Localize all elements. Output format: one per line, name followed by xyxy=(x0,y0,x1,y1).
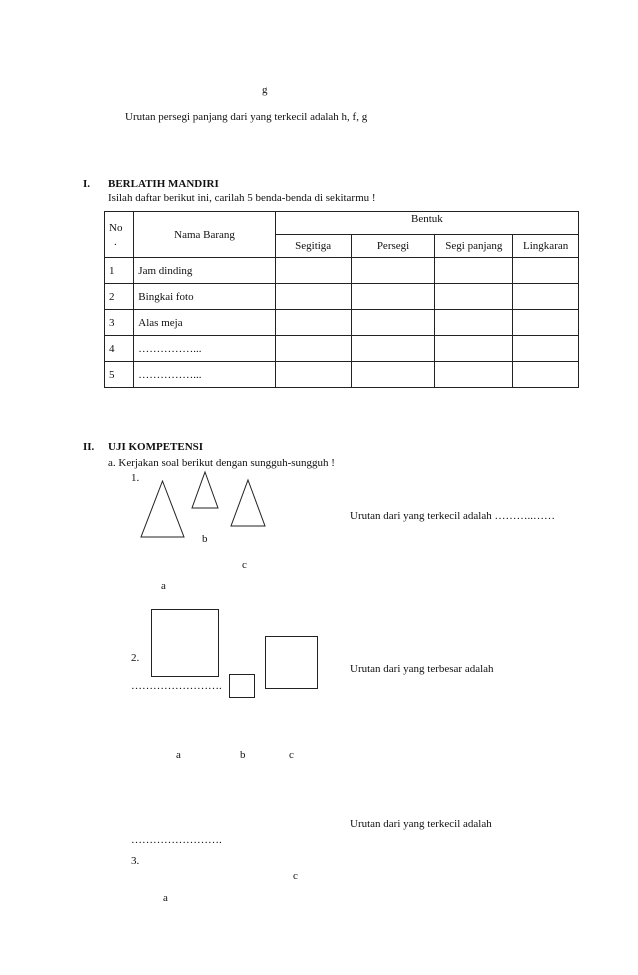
subheader-segitiga: Segitiga xyxy=(275,235,351,258)
table-row xyxy=(105,284,579,310)
row-no: 2 xyxy=(105,284,134,310)
q2-label-b: b xyxy=(240,749,246,761)
cell-segi-panjang[interactable] xyxy=(435,258,513,284)
header-nama: Nama Barang xyxy=(134,212,275,258)
cell-segi-panjang[interactable] xyxy=(435,284,513,310)
table-row xyxy=(105,258,579,284)
row-nama: Alas meja xyxy=(134,310,275,336)
intro-sentence: Urutan persegi panjang dari yang terkecil adalah h, f, g xyxy=(125,111,368,123)
subheader-segi-panjang: Segi panjang xyxy=(435,235,513,258)
triangle-c-icon xyxy=(230,479,266,527)
section2-sub-a: a. Kerjakan soal berikut dengan sungguh-sungguh ! xyxy=(108,457,335,469)
cell-segi-panjang[interactable] xyxy=(435,362,513,388)
cell-segi-panjang[interactable] xyxy=(435,310,513,336)
q1-number: 1. xyxy=(131,472,140,484)
triangle-a-icon xyxy=(140,480,185,538)
cell-persegi[interactable] xyxy=(351,362,435,388)
table-row xyxy=(105,310,579,336)
q2-number: 2. xyxy=(131,652,140,664)
row-nama: Bingkai foto xyxy=(134,284,275,310)
cell-persegi[interactable] xyxy=(351,336,435,362)
subheader-persegi: Persegi xyxy=(351,235,435,258)
cell-lingkaran[interactable] xyxy=(513,258,579,284)
header-no-dot: . xyxy=(114,235,117,248)
row-no: 4 xyxy=(105,336,134,362)
section2-title: UJI KOMPETENSI xyxy=(108,441,204,453)
row-nama: Jam dinding xyxy=(134,258,275,284)
cell-persegi[interactable] xyxy=(351,284,435,310)
q2b-prompt: Urutan dari yang terkecil adalah xyxy=(350,818,492,830)
q2-prompt: Urutan dari yang terbesar adalah xyxy=(350,663,494,675)
row-nama: ……………... xyxy=(134,336,275,362)
q1-prompt: Urutan dari yang terkecil adalah ………..…… xyxy=(350,510,555,522)
row-no: 3 xyxy=(105,310,134,336)
q3-label-c: c xyxy=(293,870,298,882)
row-no: 1 xyxy=(105,258,134,284)
row-nama: ……………... xyxy=(134,362,275,388)
table-row xyxy=(105,336,579,362)
square-c-icon xyxy=(265,636,318,689)
square-a-icon xyxy=(151,609,219,677)
table-row xyxy=(105,362,579,388)
row-no: 5 xyxy=(105,362,134,388)
triangle-b-icon xyxy=(191,471,219,509)
q2-answer-line: ……………………. xyxy=(131,680,222,692)
objects-table xyxy=(104,211,579,388)
cell-persegi[interactable] xyxy=(351,258,435,284)
section1-number: I. xyxy=(83,178,91,190)
section1-title: BERLATIH MANDIRI xyxy=(108,178,219,190)
header-no: No xyxy=(109,221,123,234)
section2-number: II. xyxy=(83,441,95,453)
cell-persegi[interactable] xyxy=(351,310,435,336)
subheader-lingkaran: Lingkaran xyxy=(513,235,579,258)
cell-lingkaran[interactable] xyxy=(513,362,579,388)
section1-instruction: Isilah daftar berikut ini, carilah 5 benda-benda di sekitarmu ! xyxy=(108,192,376,204)
q1-label-b: b xyxy=(202,533,208,545)
q1-label-a: a xyxy=(161,580,166,592)
cell-segitiga[interactable] xyxy=(275,284,351,310)
cell-segitiga[interactable] xyxy=(275,362,351,388)
header-bentuk: Bentuk xyxy=(275,212,578,235)
q1-label-c: c xyxy=(242,559,247,571)
q2-label-c: c xyxy=(289,749,294,761)
cell-lingkaran[interactable] xyxy=(513,336,579,362)
q3-label-a: a xyxy=(163,892,168,904)
cell-segitiga[interactable] xyxy=(275,258,351,284)
q2-label-a: a xyxy=(176,749,181,761)
cell-segi-panjang[interactable] xyxy=(435,336,513,362)
cell-lingkaran[interactable] xyxy=(513,284,579,310)
header-no-cell xyxy=(105,212,134,258)
q3-number: 3. xyxy=(131,855,140,867)
label-g: g xyxy=(262,84,268,96)
cell-segitiga[interactable] xyxy=(275,310,351,336)
q2b-answer-line: ……………………. xyxy=(131,834,222,846)
cell-lingkaran[interactable] xyxy=(513,310,579,336)
cell-segitiga[interactable] xyxy=(275,336,351,362)
square-b-icon xyxy=(229,674,255,698)
